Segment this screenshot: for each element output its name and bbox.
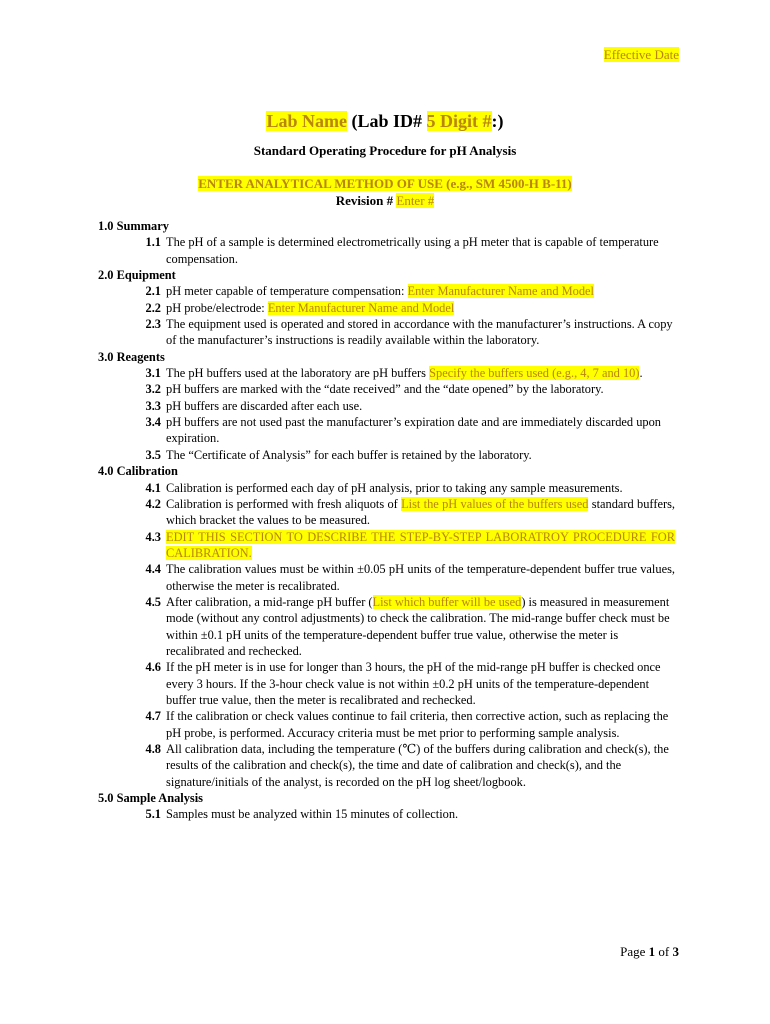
item-text: If the pH meter is in use for longer than 3 hours, the pH of the mid-range pH buffer is checked once every 3 hours. If the 3-hour check value is not within ±0.2 pH units of the temperature-dependent buffer true value, then the meter is recalibrated and rechecked.	[166, 660, 661, 707]
lab-id-prefix: (Lab ID#	[346, 111, 427, 131]
revision-placeholder: Enter #	[396, 193, 435, 208]
lab-name-placeholder: Lab Name	[266, 111, 347, 131]
revision-line	[0, 192, 770, 209]
of-label: of	[655, 944, 673, 959]
lab-id-suffix: :)	[491, 111, 504, 131]
section-heading-reagents: 3.0 Reagents	[98, 349, 165, 364]
item-number: 4.4	[145, 562, 161, 577]
item-text	[166, 365, 680, 381]
list-item	[98, 561, 680, 594]
item-text-body: pH meter capable of temperature compensation:	[166, 284, 408, 299]
sop-body	[98, 218, 680, 823]
section-heading-calibration: 4.0 Calibration	[98, 464, 178, 479]
item-number: 3.5	[145, 447, 161, 462]
list-item	[98, 398, 680, 414]
item-text: The “Certificate of Analysis” for each buffer is retained by the laboratory.	[166, 447, 532, 462]
item-number: 5.1	[145, 807, 161, 822]
item-text: pH buffers are not used past the manufacturer’s expiration date and are immediately discarded upon expiration.	[166, 415, 661, 446]
list-item	[98, 283, 680, 299]
item-text-body: Calibration is performed with fresh aliquots of	[166, 496, 402, 511]
buffer-values-placeholder: List the pH values of the buffers used	[401, 496, 589, 511]
item-number: 1.1	[145, 235, 161, 250]
list-item	[98, 741, 680, 790]
item-text: All calibration data, including the temperature (℃) of the buffers during calibration and check(s), the results of the calibration and check(s), the time and date of calibration and check(s), and the signature/initials of the analyst, is recorded on the pH log sheet/logbook.	[166, 742, 669, 789]
item-number: 3.2	[145, 382, 161, 397]
item-number: 4.6	[145, 660, 161, 675]
list-item	[98, 708, 680, 741]
item-text-after: .	[639, 366, 643, 381]
sop-title: Standard Operating Procedure for pH Analysis	[253, 143, 517, 158]
item-number: 4.7	[145, 709, 161, 724]
item-number: 4.3	[145, 529, 161, 544]
method-line	[0, 175, 770, 192]
item-number: 2.2	[145, 300, 161, 315]
item-text: Calibration is performed each day of pH analysis, prior to taking any sample measurements.	[166, 480, 623, 495]
item-text: The equipment used is operated and stored in accordance with the manufacturer’s instructions. A copy of the manufacturer’s instructions is readily available within the laboratory.	[166, 317, 673, 348]
item-number: 3.1	[145, 366, 161, 381]
list-item	[98, 806, 680, 822]
list-item	[98, 316, 680, 349]
list-item	[98, 365, 680, 381]
item-text	[166, 300, 680, 316]
item-text-after: standard buffers, which bracket the values to be measured.	[166, 496, 675, 528]
page-footer	[620, 943, 679, 961]
list-item	[98, 234, 680, 267]
document-header	[0, 108, 770, 209]
item-number: 4.8	[145, 742, 161, 756]
item-text-body: After calibration, a mid-range pH buffer (	[166, 594, 373, 609]
revision-label: Revision #	[335, 193, 397, 208]
list-item	[98, 381, 680, 397]
page-number: 1	[648, 944, 656, 959]
list-item	[98, 414, 680, 447]
item-text: pH buffers are marked with the “date received” and the “date opened” by the laboratory.	[166, 382, 604, 397]
effective-date-placeholder: Effective Date	[603, 47, 679, 62]
item-text-body: The pH buffers used at the laboratory are pH buffers	[166, 366, 430, 381]
item-text: Samples must be analyzed within 15 minutes of collection.	[166, 807, 459, 822]
item-text	[166, 594, 680, 659]
item-number: 2.3	[145, 317, 161, 332]
item-number: 2.1	[145, 284, 161, 299]
list-item	[98, 496, 680, 529]
lab-title	[0, 108, 770, 134]
manufacturer-placeholder: Enter Manufacturer Name and Model	[407, 284, 594, 299]
section-heading-equipment: 2.0 Equipment	[98, 268, 176, 283]
buffers-placeholder: Specify the buffers used (e.g., 4, 7 and 10)	[429, 366, 640, 381]
page-label: Page	[620, 944, 649, 959]
manufacturer-placeholder: Enter Manufacturer Name and Model	[267, 300, 455, 315]
item-text	[166, 529, 680, 562]
list-item	[98, 659, 680, 708]
list-item	[98, 594, 680, 659]
item-text	[166, 283, 680, 299]
effective-date-field	[604, 46, 679, 64]
section-heading-summary: 1.0 Summary	[98, 219, 169, 233]
item-number: 3.3	[145, 398, 161, 413]
lab-id-placeholder: 5 Digit #	[426, 111, 492, 131]
list-item	[98, 447, 680, 463]
item-number: 4.1	[145, 480, 161, 495]
item-text: The calibration values must be within ±0.05 pH units of the temperature-dependent buffer true values, otherwise the meter is recalibrated.	[166, 562, 675, 593]
item-number: 4.2	[145, 496, 161, 511]
list-item	[98, 529, 680, 562]
item-text-body: pH probe/electrode:	[166, 300, 268, 315]
mid-buffer-placeholder: List which buffer will be used	[372, 594, 522, 609]
item-text: pH buffers are discarded after each use.	[166, 398, 363, 413]
method-placeholder: ENTER ANALYTICAL METHOD OF USE (e.g., SM 4500-H B-11)	[198, 176, 572, 191]
procedure-placeholder: EDIT THIS SECTION TO DESCRIBE THE STEP-BY-STEP LABORATROY PROCEDURE FOR CALIBRATION.	[166, 529, 675, 560]
list-item	[98, 300, 680, 316]
list-item	[98, 480, 680, 496]
item-text	[166, 496, 680, 529]
section-heading-sample-analysis: 5.0 Sample Analysis	[98, 791, 203, 806]
page-total: 3	[672, 944, 679, 959]
item-text-after: ) is measured in measurement mode (without any control adjustments) to check the calibration. The mid-range buffer check must be within ±0.1 pH units of the temperature-dependent buffer true value, otherwise the meter is recalibrated and rechecked.	[166, 594, 670, 658]
item-text: The pH of a sample is determined electrometrically using a pH meter that is capable of temperature compensation.	[166, 235, 659, 266]
item-text: If the calibration or check values continue to fail criteria, then corrective action, such as replacing the pH probe, is performed. Accuracy criteria must be met prior to performing sample analysis.	[166, 709, 669, 740]
item-number: 4.5	[145, 594, 161, 609]
item-number: 3.4	[145, 415, 161, 430]
